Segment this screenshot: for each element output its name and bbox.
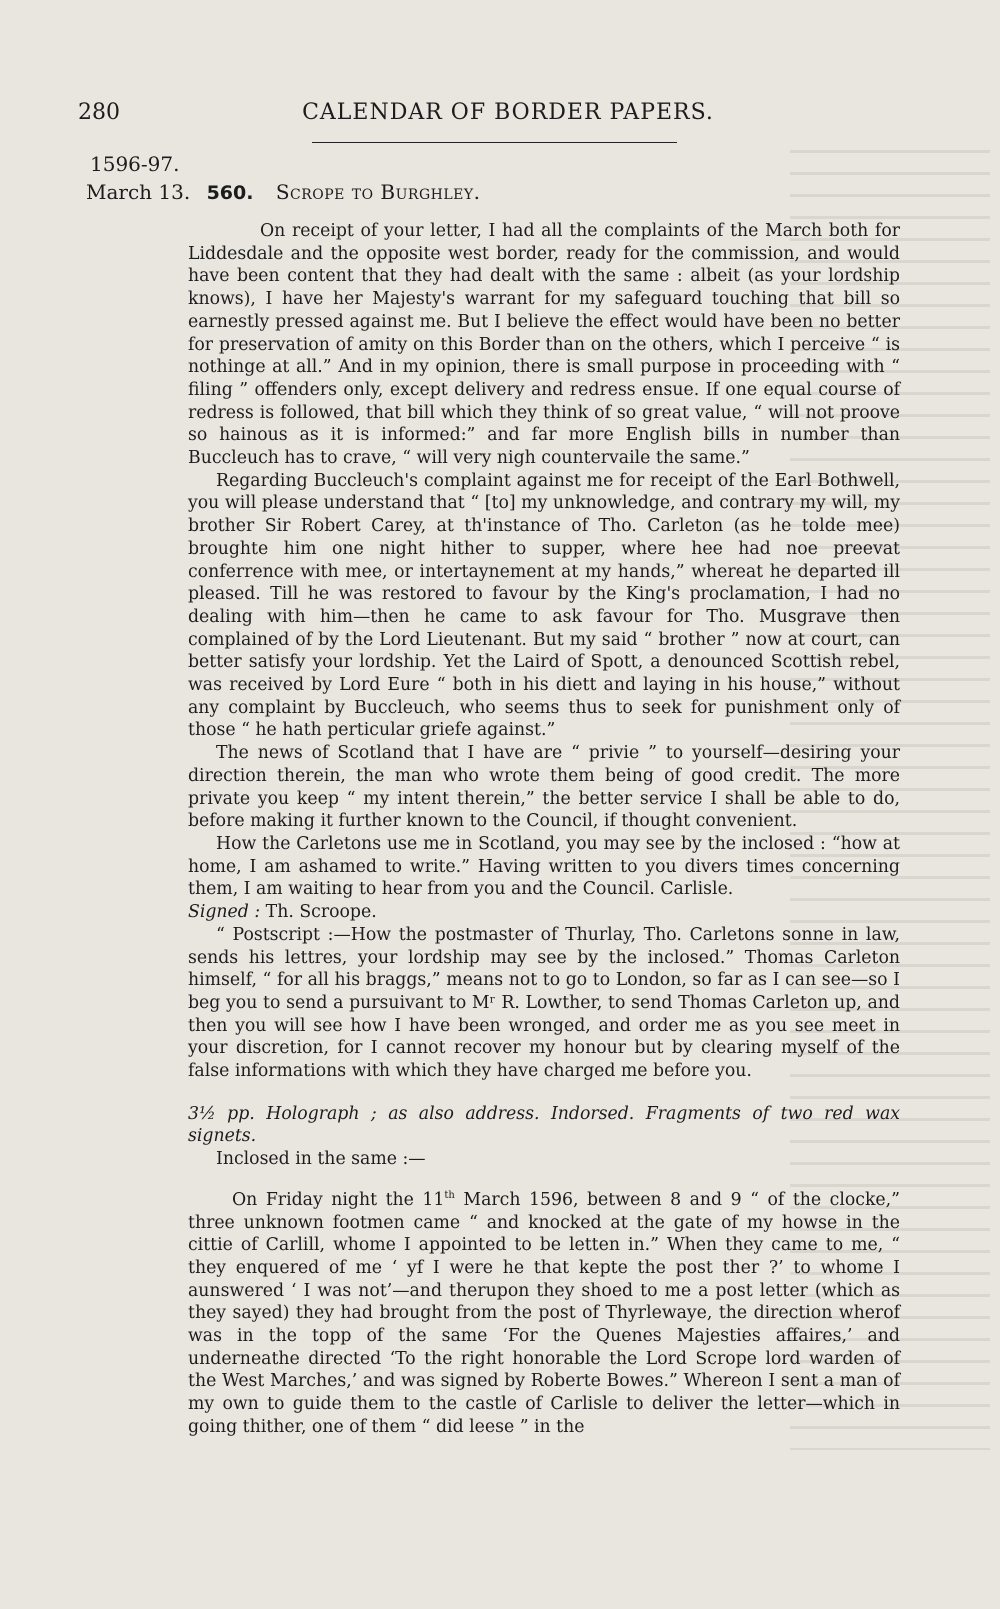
entry-number: 560. [206, 182, 254, 204]
entry-date: March 13. [86, 180, 191, 204]
entry-heading [86, 180, 480, 204]
entry-year: 1596-97. [90, 152, 180, 176]
signed-name: Th. Scroope. [265, 902, 377, 923]
enclosure-part-1: On Friday night the 11 [232, 1189, 445, 1210]
enclosure-superscript: th [444, 1190, 455, 1202]
running-title: CALENDAR OF BORDER PAPERS. [302, 100, 714, 125]
document-note [188, 1103, 900, 1148]
signature-line [188, 901, 900, 924]
inclosed-heading: Inclosed in the same :— [216, 1149, 426, 1170]
page-number: 280 [78, 100, 120, 125]
letter-body [188, 220, 900, 1600]
paragraph-2: Regarding Buccleuch's complaint against me for receipt of the Earl Bothwell, you will please understand that “ [to] my unknowledge, and contrary my will, my brother Sir Robert Carey, at th'instance of Tho. Carleton (as he tolde mee) broughte him one night hither to supper, where hee had noe preevat conferrence with mee, or intertaynement at my hands,” whereat he departed ill pleased. Till he was restored to favour by the King's proclamation, I had no dealing with him—then he came to ask favour for Tho. Musgrave then complained of by the Lord Lieutenant. But my said “ brother ” now at court, can better satisfy your lordship. Yet the Laird of Spott, a denounced Scottish rebel, was received by Lord Eure “ both in his diett and laying in his house,” without any complaint by Buccleuch, who seems thus to seek for punishment only of those “ he hath perticular griefe against.” [188, 470, 900, 741]
enclosure-part-2: March 1596, between 8 and 9 “ of the clocke,” three unknown footmen came “ and knocked at the gate of my howse in the cittie of Carlill, whome I appointed to be letten in.” When they came to me, “ they enquered of me ‘ yf I were he that kepte the post ther ?’ to whome I aunswered ‘ I was not’—and therupon they shoed to me a post letter (which as they sayed) they had brought from the post of Thyrlewaye, the direction wherof was in the topp of the same ‘For the Quenes Majesties affaires,’ and underneathe directed ‘To the right honorable the Lord Scrope lord warden of the West Marches,’ and was signed by Roberte Bowes.” Whereon I sent a man of my own to guide them to the castle of Carlisle to deliver the letter—which in going thither, one of them “ did leese ” in the [188, 1189, 900, 1437]
signed-label: Signed : [188, 902, 261, 923]
paragraph-3: The news of Scotland that I have are “ privie ” to yourself—desiring your direction therein, the man who wrote them being of good credit. The more private you keep “ my intent therein,” the better service I shall be able to do, before making it further known to the Council, if thought convenient. [188, 743, 900, 832]
paragraph-1: On receipt of your letter, I had all the complaints of the March both for Liddesdale and the opposite west border, ready for the commission, and would have been content that they had dealt with the same : albeit (as your lordship knows), I have her Majesty's warrant for my safeguard touching that bill so earnestly pressed against me. But I believe the effect would have been no better for preservation of amity on this Border than on the others, which I perceive “ is nothinge at all.” And in my opinion, there is small purpose in proceeding with “ filing ” offenders only, except delivery and redress ensue. If one equal course of redress is followed, that bill which they think of so great value, “ will not proove so hainous as it is informed:” and far more English bills in number than Buccleuch has to crave, “ will very nigh countervaile the same.” [188, 221, 900, 469]
entry-title: Scrope to Burghley. [275, 180, 481, 204]
postscript: “ Postscript :—How the postmaster of Thurlay, Tho. Carletons sonne in law, sends his lettres, your lordship may see by the inclosed.” Thomas Carleton himself, “ for all his braggs,” means not to go to London, so far as I can see—so I beg you to send a pursuivant to Mʳ R. Lowther, to send Thomas Carleton up, and then you will see how I have been wronged, and order me as you see meet in your discretion, for I cannot recover my honour but by clearing myself of the false informations with which they have charged me before you. [188, 924, 900, 1082]
enclosure-text [188, 1189, 900, 1439]
header-rule [312, 142, 677, 143]
paragraph-4: How the Carletons use me in Scotland, you may see by the inclosed : “how at home, I am ashamed to write.” Having written to you divers times concerning them, I am waiting to hear from you and the Council. Carlisle. [188, 833, 900, 900]
note-description: Holograph ; as also address. Indorsed. Fragments of two red wax signets. [188, 1103, 900, 1147]
note-pages: 3½ pp. [188, 1103, 255, 1124]
page-header [78, 100, 898, 136]
